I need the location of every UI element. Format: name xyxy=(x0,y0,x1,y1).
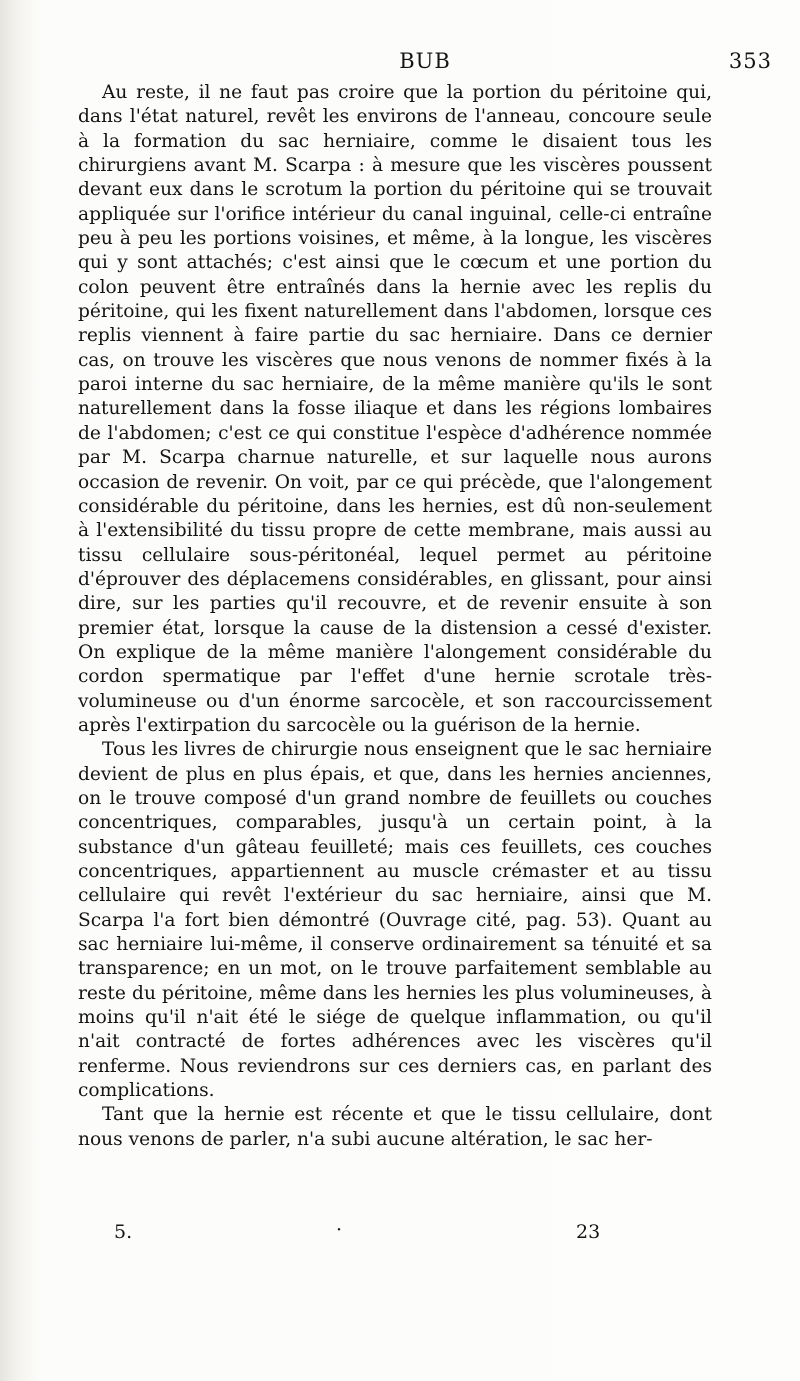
signature-mark: 5. xyxy=(114,1221,133,1243)
page-number: 353 xyxy=(728,49,772,73)
page-title: BUB xyxy=(399,49,451,73)
footer-dot: · xyxy=(336,1219,343,1241)
paragraph: Au reste, il ne faut pas croire que la portion du péritoine qui, dans l'état naturel, revêt les environs de l'anneau, concoure seule à la formation du sac herniaire, comme le disaient tous les chirurgiens avant M. Scarpa : à mesure que les viscères poussent devant eux dans le scrotum la portion du péritoine qui se trouvait appliquée sur l'orifice intérieur du canal inguinal, celle-ci entraîne peu à peu les portions voisines, et même, à la longue, les viscères qui y sont attachés; c'est ainsi que le cœcum et une portion du colon peuvent être entraînés dans la hernie avec les replis du péritoine, qui les fixent naturellement dans l'abdomen, lorsque ces replis viennent à faire partie du sac herniaire. Dans ce dernier cas, on trouve les viscères que nous venons de nommer fixés à la paroi interne du sac herniaire, de la même manière qu'ils le sont naturellement dans la fosse iliaque et dans les régions lombaires de l'abdomen; c'est ce qui constitue l'espèce d'adhérence nommée par M. Scarpa charnue naturelle, et sur laquelle nous aurons occasion de revenir. On voit, par ce qui précède, que l'alongement considérable du péritoine, dans les hernies, est dû non-seulement à l'extensibilité du tissu propre de cette membrane, mais aussi au tissu cellulaire sous-péritonéal, lequel permet au péritoine d'éprouver des déplacemens considérables, en glissant, pour ainsi dire, sur les parties qu'il recouvre, et de revenir ensuite à son premier état, lorsque la cause de la distension a cessé d'exister. On explique de la même manière l'alongement considérable du cordon spermatique par l'effet d'une hernie scrotale très-volumineuse ou d'un énorme sarcocèle, et son raccourcissement après l'extirpation du sarcocèle ou la guérison de la hernie. xyxy=(78,82,712,736)
running-head xyxy=(78,49,772,79)
sheet-number: 23 xyxy=(576,1221,601,1243)
page-footer xyxy=(78,1221,712,1249)
paragraph: Tous les livres de chirurgie nous enseignent que le sac herniaire devient de plus en plus épais, et que, dans les hernies anciennes, on le trouve composé d'un grand nombre de feuillets ou couches concentriques, comparables, jusqu'à un certain point, à la substance d'un gâteau feuilleté; mais ces feuillets, ces couches concentriques, appartiennent au muscle crémaster et au tissu cellulaire qui revêt l'extérieur du sac herniaire, ainsi que M. Scarpa l'a fort bien démontré (Ouvrage cité, pag. 53). Quant au sac herniaire lui-même, il conserve ordinairement sa ténuité et sa transparence; en un mot, on le trouve parfaitement semblable au reste du péritoine, même dans les hernies les plus volumineuses, à moins qu'il n'ait été le siége de quelque inflammation, ou qu'il n'ait contracté de fortes adhérences avec les viscères qu'il renferme. Nous reviendrons sur ces derniers cas, en parlant des complications. xyxy=(78,739,712,1102)
paragraph: Tant que la hernie est récente et que le tissu cellulaire, dont nous venons de parler, n'a subi aucune altération, le sac her- xyxy=(78,1104,712,1150)
body-text xyxy=(78,81,712,1152)
